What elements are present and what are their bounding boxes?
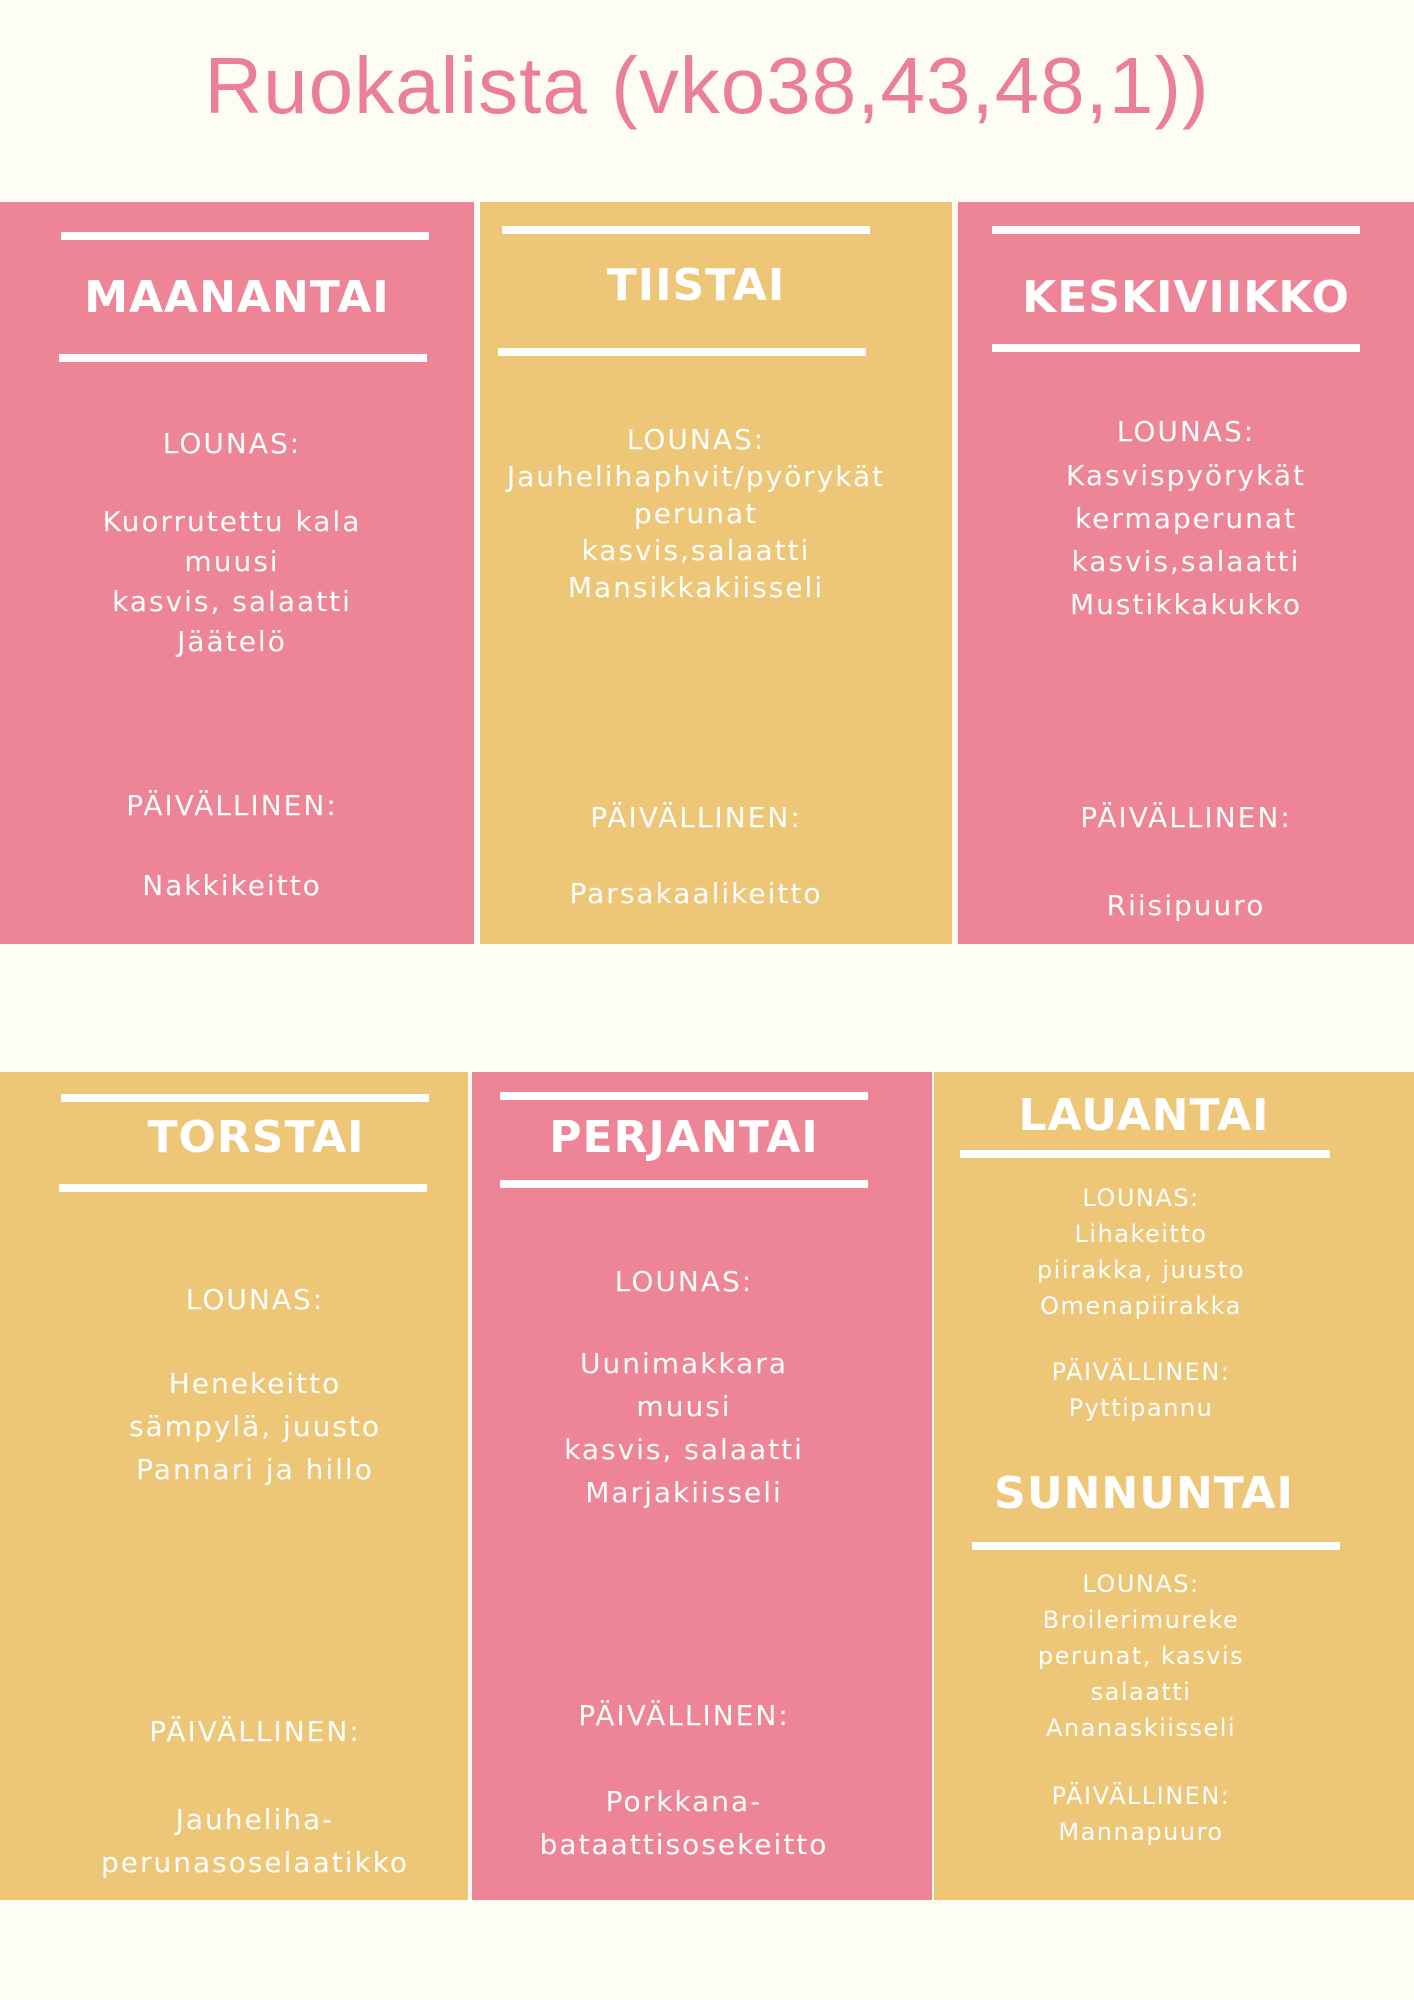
lunch-menu <box>472 1342 896 1514</box>
menu-item: kasvis, salaatti <box>112 585 352 618</box>
day-title-lauantai: LAUANTAI <box>1018 1090 1270 1141</box>
menu-item: muusi <box>636 1390 732 1423</box>
menu-item: Ananaskiisseli <box>1045 1714 1237 1742</box>
day-title-maanantai: MAANANTAI <box>84 272 390 323</box>
lunch-menu <box>958 454 1414 626</box>
menu-item: bataattisosekeitto <box>539 1828 829 1861</box>
day-title-sunnuntai: SUNNUNTAI <box>994 1468 1294 1519</box>
menu-item: Jauhelihaphvit/pyörykät <box>506 460 886 493</box>
dinner-menu <box>480 874 912 914</box>
menu-item: Kuorrutettu kala <box>102 505 362 538</box>
menu-item: piirakka, juusto <box>1036 1256 1246 1284</box>
menu-item: muusi <box>184 545 280 578</box>
menu-item: Lihakeitto <box>1074 1220 1208 1248</box>
menu-item: Jäätelö <box>177 625 287 658</box>
day-title-tiistai: TIISTAI <box>606 260 786 311</box>
panel-maanantai <box>0 202 474 944</box>
lunch-label: LOUNAS: <box>185 1283 325 1316</box>
dinner-label: PÄIVÄLLINEN: <box>590 801 802 834</box>
menu-item: Pyttipannu <box>1068 1394 1214 1422</box>
lunch-label-lauantai: LOUNAS: <box>1082 1184 1200 1212</box>
divider-bottom <box>59 354 427 362</box>
divider-top <box>502 226 870 234</box>
dinner-menu-lauantai <box>934 1390 1348 1426</box>
lunch-label: LOUNAS: <box>614 1265 754 1298</box>
lunch-label: LOUNAS: <box>1116 415 1256 448</box>
panel-torstai <box>0 1072 468 1900</box>
menu-item: perunat <box>633 497 759 530</box>
menu-item: Porkkana- <box>605 1785 763 1818</box>
divider-bottom <box>992 344 1360 352</box>
dinner-menu <box>0 1798 510 1884</box>
dinner-menu <box>472 1780 896 1866</box>
menu-item: Marjakiisseli <box>585 1476 783 1509</box>
menu-item: Riisipuuro <box>1106 889 1266 922</box>
lunch-menu <box>0 502 464 662</box>
lunch-menu-lauantai <box>934 1216 1348 1324</box>
dinner-label: PÄIVÄLLINEN: <box>1080 801 1292 834</box>
menu-item: salaatti <box>1090 1678 1192 1706</box>
divider-top <box>500 1092 868 1100</box>
panel-weekend <box>934 1072 1414 1900</box>
menu-item: Kasvispyörykät <box>1066 459 1306 492</box>
panel-keskiviikko <box>958 202 1414 944</box>
lunch-menu-sunnuntai <box>934 1602 1348 1746</box>
menu-item: Mannapuuro <box>1058 1818 1224 1846</box>
menu-item: Mustikkakukko <box>1069 588 1302 621</box>
divider-bottom <box>500 1180 868 1188</box>
page-title: Ruokalista (vko38,43,48,1)) <box>204 41 1210 130</box>
menu-item: kasvis,salaatti <box>1071 545 1301 578</box>
lunch-label-sunnuntai: LOUNAS: <box>1082 1570 1200 1598</box>
menu-item: Jauheliha- <box>175 1803 335 1836</box>
menu-item: perunat, kasvis <box>1037 1642 1245 1670</box>
menu-item: Uunimakkara <box>580 1347 788 1380</box>
menu-item: kasvis,salaatti <box>581 534 811 567</box>
divider-bottom <box>59 1184 427 1192</box>
dinner-label-lauantai: PÄIVÄLLINEN: <box>1051 1358 1231 1386</box>
menu-item: Omenapiirakka <box>1040 1292 1242 1320</box>
day-title-perjantai: PERJANTAI <box>549 1112 819 1163</box>
lunch-menu <box>0 1362 510 1491</box>
menu-item: Nakkikeitto <box>142 869 322 902</box>
dinner-label: PÄIVÄLLINEN: <box>126 789 338 822</box>
dinner-label: PÄIVÄLLINEN: <box>149 1715 361 1748</box>
dinner-menu-sunnuntai <box>934 1814 1348 1850</box>
lunch-label: LOUNAS: <box>162 427 302 460</box>
panel-tiistai <box>480 202 952 944</box>
divider-top <box>992 226 1360 234</box>
day-title-torstai: TORSTAI <box>147 1112 365 1163</box>
dinner-label-sunnuntai: PÄIVÄLLINEN: <box>1051 1782 1231 1810</box>
lunch-label: LOUNAS: <box>626 423 766 456</box>
menu-item: kermaperunat <box>1074 502 1298 535</box>
menu-item: Henekeitto <box>168 1367 342 1400</box>
dinner-menu <box>0 866 464 906</box>
menu-item: Mansikkakiisseli <box>567 571 825 604</box>
dinner-label: PÄIVÄLLINEN: <box>578 1699 790 1732</box>
menu-item: Broilerimureke <box>1042 1606 1240 1634</box>
divider-bottom <box>498 348 866 356</box>
panel-perjantai <box>472 1072 932 1900</box>
divider-lauantai <box>960 1150 1330 1158</box>
day-title-keskiviikko: KESKIVIIKKO <box>1022 272 1350 323</box>
menu-item: Parsakaalikeitto <box>569 877 823 910</box>
divider-top <box>61 232 429 240</box>
dinner-menu <box>958 886 1414 926</box>
menu-item: kasvis, salaatti <box>564 1433 804 1466</box>
menu-item: Pannari ja hillo <box>136 1453 374 1486</box>
menu-item: perunasoselaatikko <box>100 1846 410 1879</box>
divider-top <box>61 1094 429 1102</box>
menu-item: sämpylä, juusto <box>128 1410 382 1443</box>
lunch-menu <box>460 458 932 606</box>
divider-sunnuntai <box>972 1542 1340 1550</box>
